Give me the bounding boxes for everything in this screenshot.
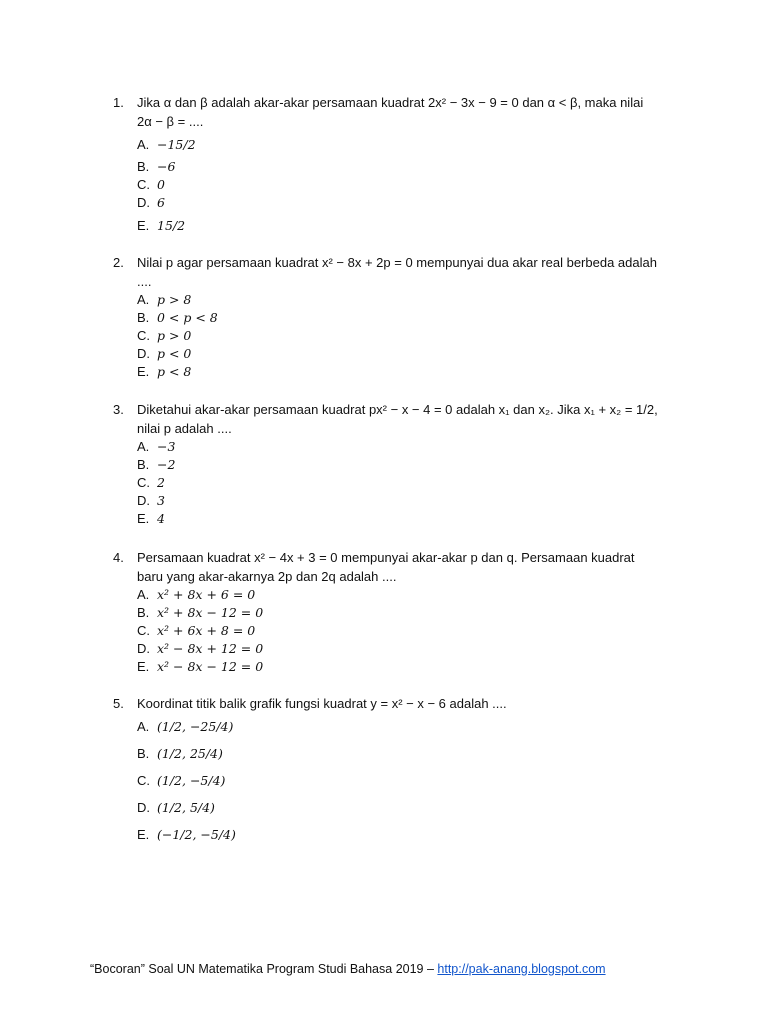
option-value: p > 0 [157,328,192,343]
option-letter: D. [137,195,150,210]
option-value: x² + 8x − 12 = 0 [157,605,264,620]
option-a [137,291,693,309]
option-letter: B. [137,746,150,761]
option-b [137,309,693,327]
option-b [137,604,693,622]
option-b [137,456,693,474]
option-d [137,794,693,821]
question-text-cont: nilai p adalah .... [137,421,232,436]
option-value: 3 [157,493,165,508]
question-text: Koordinat titik balik grafik fungsi kuadrat y = x² − x − 6 adalah .... [137,696,507,711]
question-1 [113,93,693,239]
option-d [137,194,693,212]
option-value: (1/2, 5/4) [157,800,215,815]
option-e [137,658,693,676]
option-value: (1/2, −25/4) [157,719,234,734]
option-a [137,438,693,456]
question-text-cont: .... [137,274,152,289]
option-value: x² − 8x + 12 = 0 [157,641,264,656]
question-text: Nilai p agar persamaan kuadrat x² − 8x + 2p = 0 mempunyai dua akar real berbeda adalah [137,255,657,270]
option-letter: E. [137,511,150,526]
question-number: 2. [113,255,124,270]
question-number: 4. [113,550,124,565]
option-letter: D. [137,641,150,656]
option-value: x² + 8x + 6 = 0 [157,587,256,602]
option-e [137,510,693,528]
option-c [137,622,693,640]
option-e [137,212,693,239]
option-value: p < 0 [157,346,192,361]
question-text: Jika α dan β adalah akar-akar persamaan kuadrat 2x² − 3x − 9 = 0 dan α < β, maka nilai [137,95,644,110]
option-e [137,363,693,381]
option-value: x² + 6x + 8 = 0 [157,623,256,638]
option-letter: C. [137,773,150,788]
option-letter: B. [137,310,150,325]
question-text: Persamaan kuadrat x² − 4x + 3 = 0 mempunyai akar-akar p dan q. Persamaan kuadrat [137,550,635,565]
option-d [137,492,693,510]
option-d [137,640,693,658]
option-letter: A. [137,292,150,307]
option-letter: E. [137,364,150,379]
option-letter: A. [137,719,150,734]
option-c [137,176,693,194]
page-footer [90,962,606,976]
question-2 [113,253,693,381]
footer-link[interactable]: http://pak-anang.blogspot.com [437,962,606,976]
option-value: 4 [157,511,165,526]
option-value: (1/2, −5/4) [157,773,226,788]
option-value: −3 [157,439,176,454]
option-value: p > 8 [157,292,192,307]
option-a [137,586,693,604]
option-value: −2 [157,457,176,472]
option-value: 6 [157,195,165,210]
question-text-cont: baru yang akar-akarnya 2p dan 2q adalah .... [137,569,397,584]
option-value: 2 [157,475,165,490]
option-letter: D. [137,346,150,361]
option-e [137,821,693,848]
option-letter: D. [137,800,150,815]
option-b [137,740,693,767]
option-d [137,345,693,363]
question-3 [113,400,693,528]
option-b [137,158,693,176]
option-letter: C. [137,328,150,343]
option-c [137,327,693,345]
option-value: x² − 8x − 12 = 0 [157,659,264,674]
option-letter: E. [137,659,150,674]
question-4 [113,548,693,676]
option-letter: C. [137,623,150,638]
option-value: 0 [157,177,165,192]
option-value: p < 8 [157,364,192,379]
option-value: (−1/2, −5/4) [157,827,236,842]
option-a [137,131,693,158]
option-letter: C. [137,177,150,192]
question-number: 1. [113,95,124,110]
option-letter: B. [137,159,150,174]
option-value: −6 [157,159,176,174]
option-letter: B. [137,605,150,620]
footer-text: “Bocoran” Soal UN Matematika Program Studi Bahasa 2019 – [90,962,438,976]
option-value: 15/2 [157,218,186,233]
option-letter: A. [137,587,150,602]
option-value: 0 < p < 8 [157,310,218,325]
option-c [137,474,693,492]
option-a [137,713,693,740]
option-letter: E. [137,218,150,233]
option-letter: A. [137,137,150,152]
question-text-cont: 2α − β = .... [137,114,204,129]
option-letter: D. [137,493,150,508]
question-text: Diketahui akar-akar persamaan kuadrat px² − x − 4 = 0 adalah x₁ dan x₂. Jika x₁ + x₂ = 1/2, [137,402,658,417]
option-letter: A. [137,439,150,454]
option-value: (1/2, 25/4) [157,746,223,761]
option-value: −15/2 [157,137,196,152]
option-letter: B. [137,457,150,472]
question-5 [113,694,693,848]
question-number: 5. [113,696,124,711]
option-letter: E. [137,827,150,842]
option-letter: C. [137,475,150,490]
question-number: 3. [113,402,124,417]
option-c [137,767,693,794]
